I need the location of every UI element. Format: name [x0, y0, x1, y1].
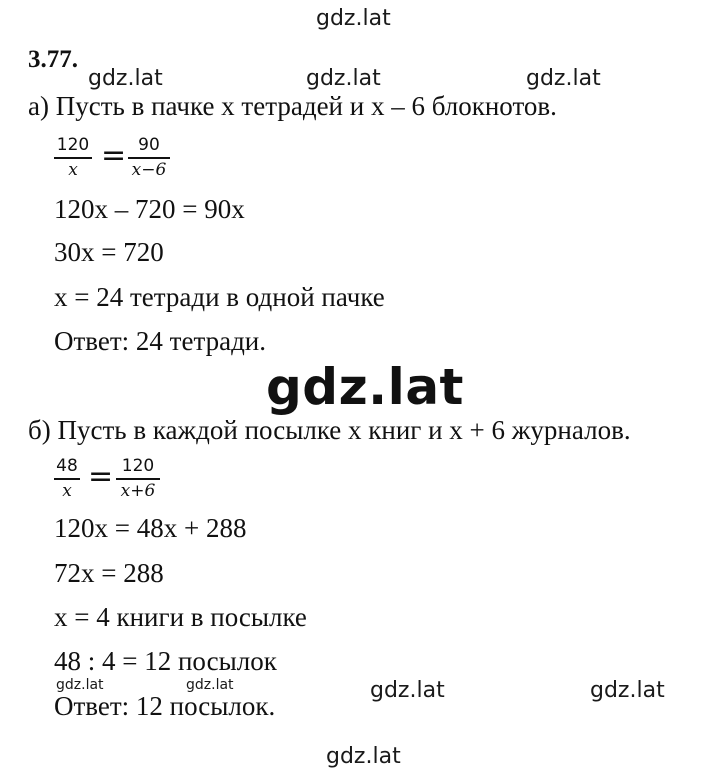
part-b-fraction-left	[54, 456, 80, 501]
part-a-step-2: 30х = 720	[54, 237, 164, 267]
part-b-equals-sign: =	[88, 459, 114, 494]
watermark-row1-center: gdz.lat	[306, 66, 381, 91]
fraction-numerator: 120	[121, 456, 155, 476]
fraction-numerator: 90	[138, 135, 160, 155]
fraction-denominator: x	[68, 159, 78, 180]
part-a-equals-sign: =	[101, 138, 127, 173]
fraction-bar	[54, 478, 80, 480]
watermark-row1-right: gdz.lat	[526, 66, 601, 91]
watermark-row2-center: gdz.lat	[370, 678, 445, 703]
part-b-step-1: 120х = 48х + 288	[54, 513, 247, 543]
part-b-step-3: х = 4 книги в посылке	[54, 602, 307, 632]
fraction-bar	[128, 157, 170, 159]
fraction-denominator: x+6	[120, 480, 156, 501]
part-b-answer: Ответ: 12 посылок.	[54, 691, 276, 721]
part-a-step-3: х = 24 тетради в одной пачке	[54, 282, 385, 312]
watermark-bottom: gdz.lat	[326, 744, 401, 769]
part-a-intro: а) Пусть в пачке х тетрадей и х – 6 блокнотов.	[28, 91, 557, 121]
fraction-bar	[116, 478, 160, 480]
problem-number: 3.77.	[28, 46, 78, 73]
part-a-fraction-right	[128, 135, 170, 180]
part-b-step-2: 72х = 288	[54, 558, 164, 588]
watermark-small-center: gdz.lat	[186, 677, 234, 693]
watermark-large-center: gdz.lat	[266, 358, 464, 416]
fraction-numerator: 48	[56, 456, 78, 476]
fraction-denominator: x	[62, 480, 72, 501]
part-b-step-4: 48 : 4 = 12 посылок	[54, 646, 277, 676]
fraction-bar	[54, 157, 92, 159]
watermark-top: gdz.lat	[316, 6, 391, 31]
part-b-fraction-right	[116, 456, 160, 501]
part-a-step-1: 120х – 720 = 90х	[54, 194, 245, 224]
fraction-numerator: 120	[56, 135, 90, 155]
part-a-answer: Ответ: 24 тетради.	[54, 326, 267, 356]
part-a-fraction-left	[54, 135, 92, 180]
fraction-denominator: x−6	[131, 159, 167, 180]
watermark-row1-left: gdz.lat	[88, 66, 163, 91]
watermark-small-left: gdz.lat	[56, 677, 104, 693]
part-b-intro: б) Пусть в каждой посылке х книг и х + 6 журналов.	[28, 415, 631, 445]
watermark-row2-right: gdz.lat	[590, 678, 665, 703]
